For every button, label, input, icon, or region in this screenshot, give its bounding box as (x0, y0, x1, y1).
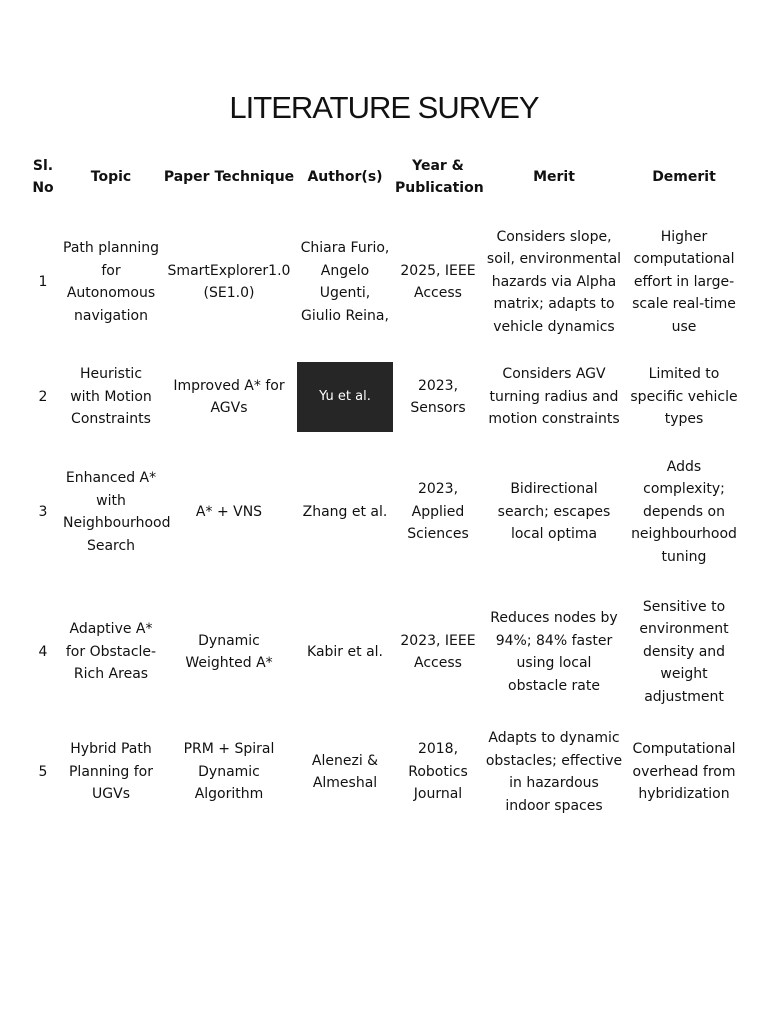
cell-sl-no: 2 (38, 388, 48, 405)
cell-authors: Zhang et al. (302, 503, 388, 520)
cell-topic: Hybrid Path Planning for UGVs (68, 741, 153, 803)
header-year-publication: Year & Publication (395, 157, 484, 196)
table-row (25, 712, 743, 832)
cell-demerit: Sensitive to environment density and weight adjustment (639, 598, 729, 705)
table-header-row (25, 152, 743, 202)
cell-year-publication: 2025, IEEE Access (400, 262, 476, 301)
header-demerit: Demerit (652, 168, 716, 185)
cell-sl-no: 1 (38, 273, 48, 290)
cell-sl-no: 3 (38, 503, 48, 520)
table-row (25, 592, 743, 712)
cell-technique: PRM + Spiral Dynamic Algorithm (183, 741, 275, 803)
cell-demerit: Computational overhead from hybridization (632, 741, 736, 803)
cell-topic: Path planning for Autonomous navigation (63, 240, 159, 324)
cell-demerit: Limited to specific vehicle types (630, 366, 738, 428)
cell-topic: Enhanced A* with Neighbourhood Search (63, 470, 171, 554)
cell-technique: SmartExplorer1.0 (SE1.0) (167, 262, 291, 301)
cell-demerit: Higher computational effort in large-scale real-time use (632, 228, 736, 335)
header-topic: Topic (90, 168, 132, 185)
table-row (25, 432, 743, 592)
cell-merit: Bidirectional search; escapes local optima (497, 481, 611, 543)
cell-year-publication: 2023, Applied Sciences (407, 481, 469, 543)
cell-topic: Heuristic with Motion Constraints (70, 366, 152, 428)
cell-merit: Considers slope, soil, environmental hazards via Alpha matrix; adapts to vehicle dynamics (486, 228, 622, 335)
cell-sl-no: 5 (38, 763, 48, 780)
cell-authors: Alenezi & Almeshal (311, 752, 379, 791)
cell-year-publication: 2023, IEEE Access (400, 632, 476, 671)
cell-year-publication: 2018, Robotics Journal (408, 741, 468, 803)
cell-authors-selected[interactable]: Yu et al. (297, 362, 393, 432)
cell-merit: Adapts to dynamic obstacles; effective in hazardous indoor spaces (485, 730, 623, 814)
header-merit: Merit (533, 168, 575, 185)
cell-technique: Improved A* for AGVs (173, 377, 285, 416)
header-authors: Author(s) (307, 168, 383, 185)
cell-technique: Dynamic Weighted A* (185, 632, 273, 671)
cell-authors: Kabir et al. (307, 643, 383, 660)
table-row (25, 202, 743, 362)
cell-authors: Chiara Furio, Angelo Ugenti, Giulio Reina, (300, 240, 390, 324)
header-sl-no: Sl. No (32, 157, 54, 196)
cell-merit: Considers AGV turning radius and motion constraints (488, 366, 620, 428)
cell-topic: Adaptive A* for Obstacle-Rich Areas (65, 621, 157, 683)
cell-sl-no: 4 (38, 643, 48, 660)
cell-demerit: Adds complexity; depends on neighbourhood tuning (631, 458, 737, 565)
table-row (25, 362, 743, 432)
header-technique: Paper Technique (163, 168, 295, 185)
cell-technique: A* + VNS (195, 503, 263, 520)
literature-survey-table (25, 152, 743, 832)
cell-year-publication: 2023, Sensors (410, 377, 466, 416)
cell-merit: Reduces nodes by 94%; 84% faster using local obstacle rate (490, 610, 618, 694)
page-title: LITERATURE SURVEY (229, 90, 539, 125)
